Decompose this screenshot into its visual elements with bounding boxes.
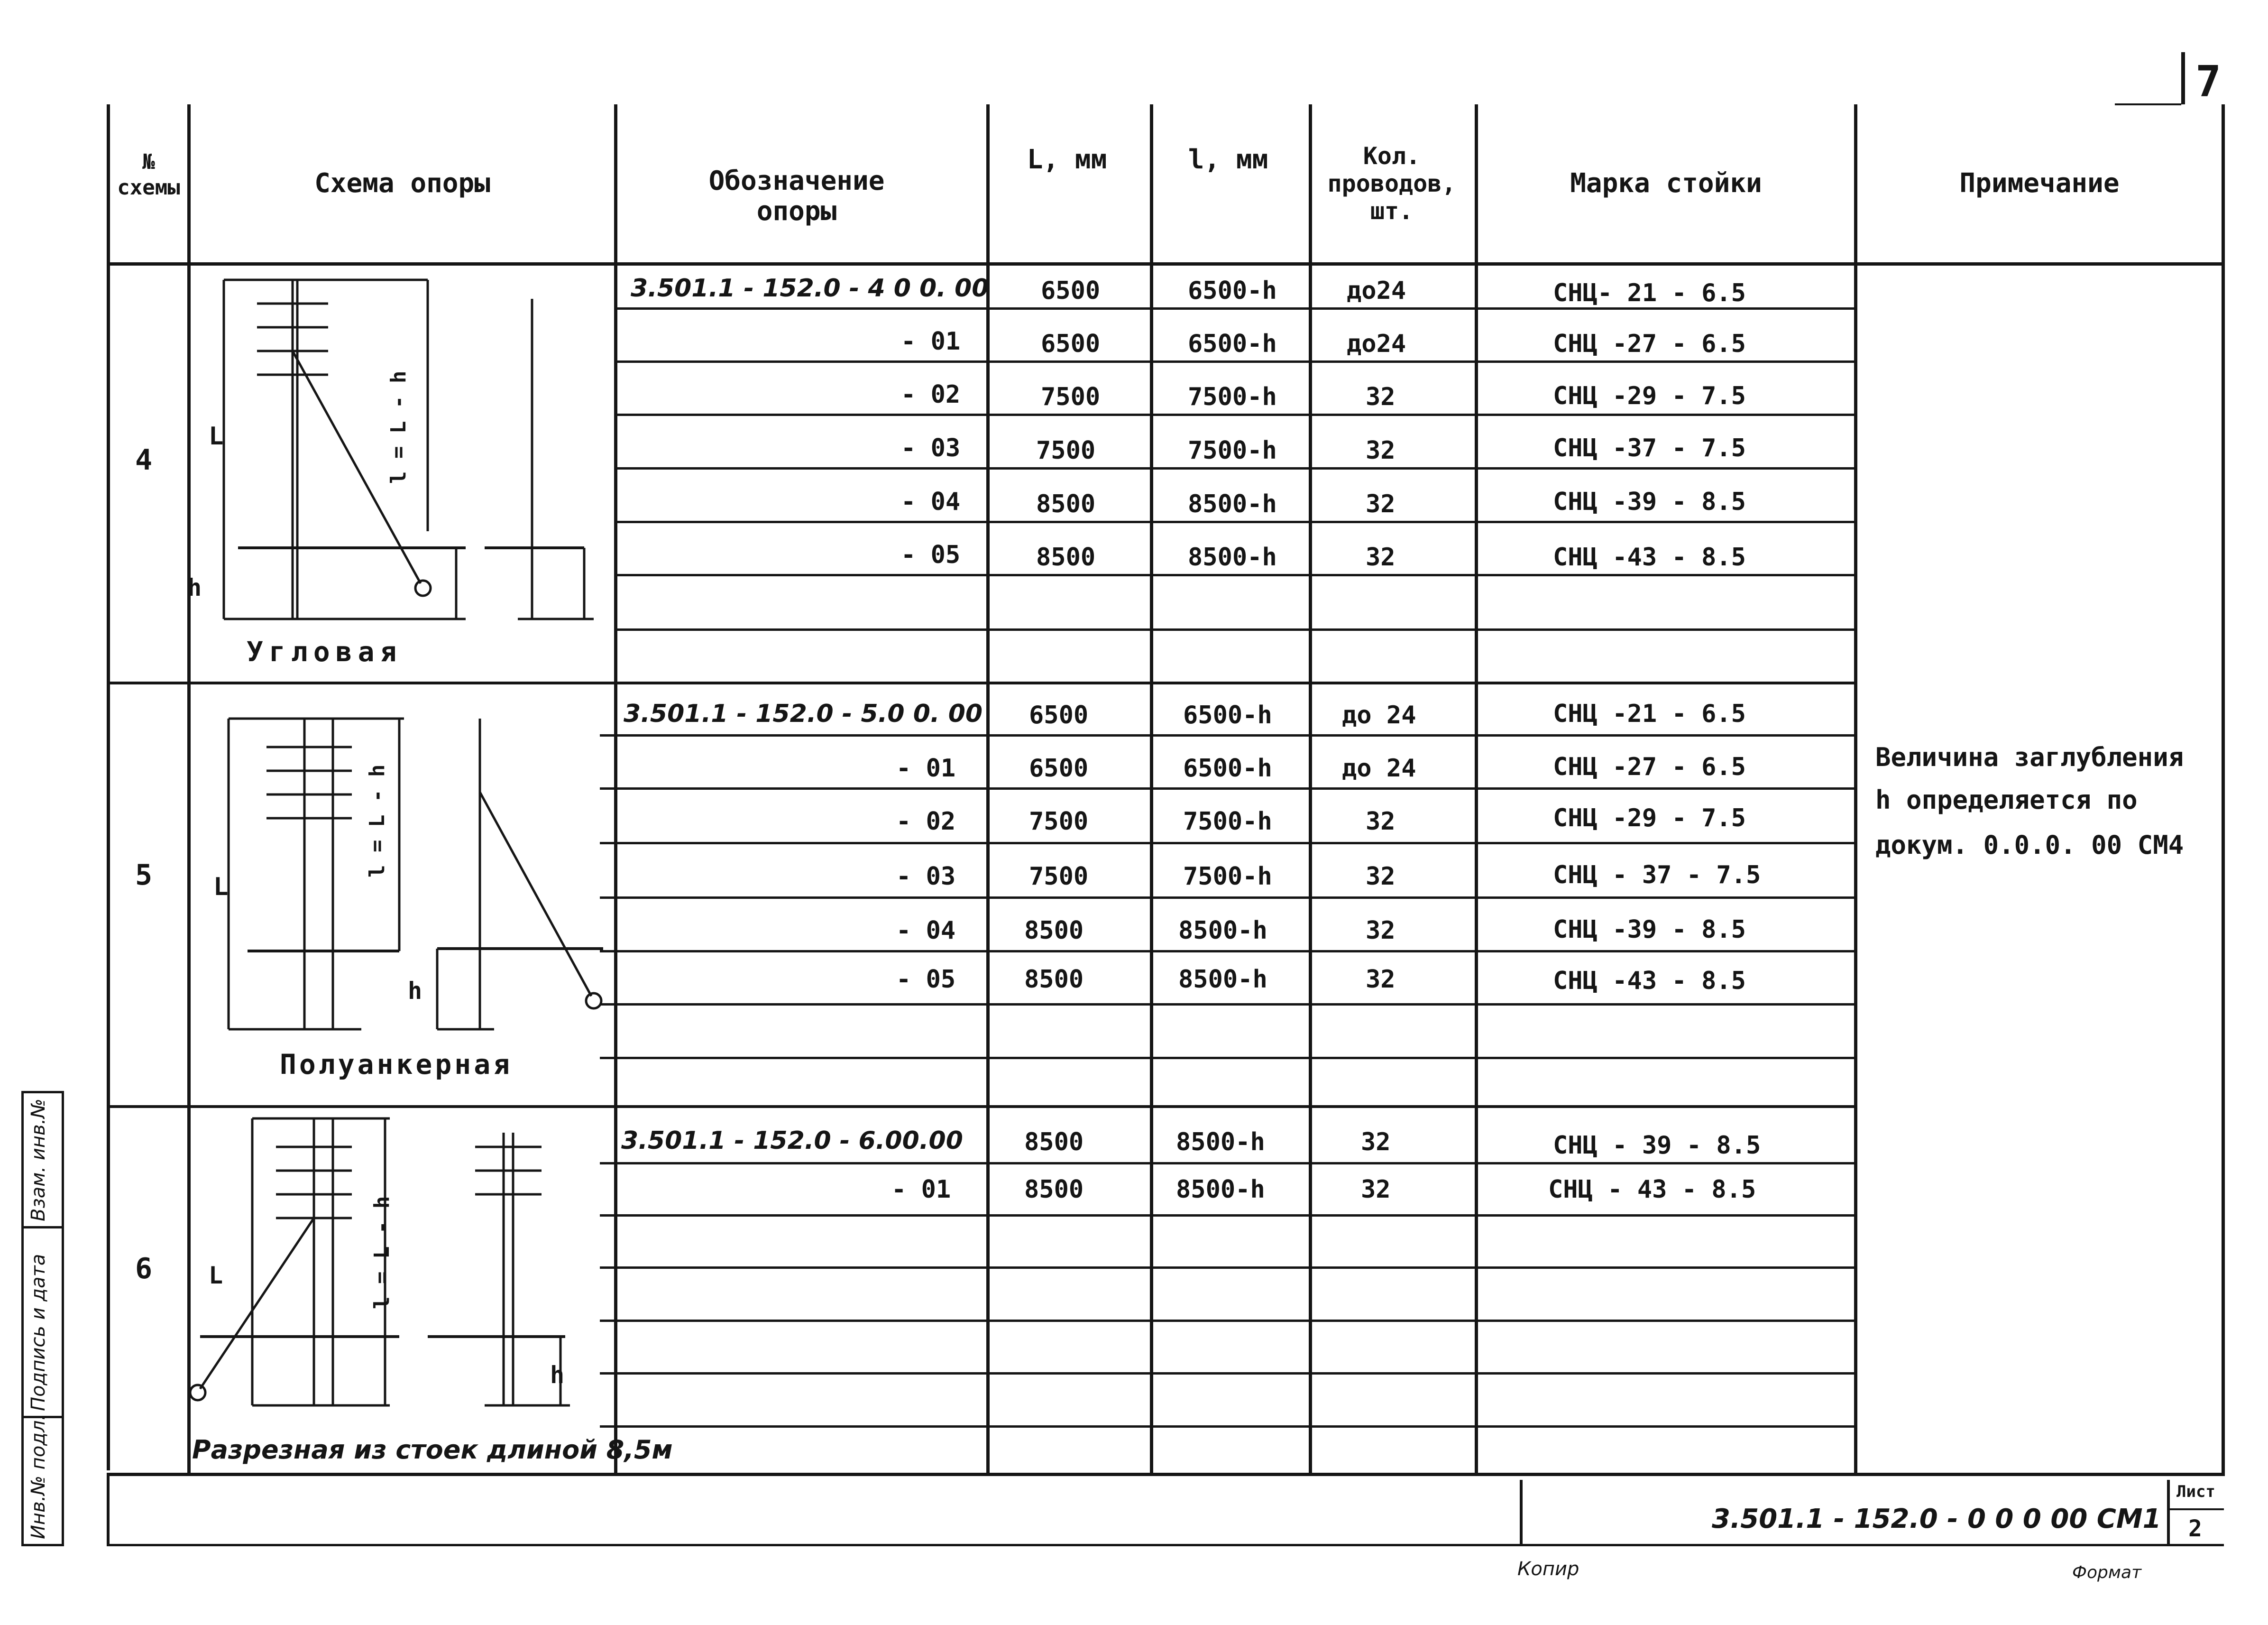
L-value: 8500 (1024, 1128, 1084, 1156)
designation: 3.501.1 - 152.0 - 5.0 0. 00 (624, 700, 983, 728)
header-l: l, мм (1188, 144, 1268, 175)
wires-value: до24 (1347, 277, 1406, 305)
wires-value: 32 (1366, 965, 1396, 994)
header-note: Примечание (1959, 168, 2120, 199)
l-value: 7500-h (1188, 436, 1277, 465)
wires-value: 32 (1361, 1175, 1391, 1204)
group-num-4: 4 (135, 443, 153, 477)
note-line-1: Величина заглубления (1875, 742, 2184, 772)
brand-value: СНЦ - 37 - 7.5 (1553, 861, 1761, 889)
L-value: 6500 (1041, 277, 1101, 305)
sketch-6-L-label: L (209, 1262, 223, 1289)
l-value: 8500-h (1188, 543, 1277, 572)
sketch-caption-half-anchor: Полуанкерная (280, 1048, 513, 1080)
brand-value: СНЦ -29 - 7.5 (1553, 382, 1746, 410)
L-value: 6500 (1041, 330, 1101, 358)
brand-value: СНЦ -43 - 8.5 (1553, 967, 1746, 995)
wires-value: до 24 (1342, 754, 1416, 783)
document-code: 3.501.1 - 152.0 - 0 0 0 00 СМ1 (1712, 1504, 2161, 1534)
l-value: 6500-h (1188, 277, 1277, 305)
sketch-split-support (191, 1109, 608, 1479)
sketch-6-h-label: h (550, 1361, 565, 1389)
sketch-6-formula: l = L - h (370, 1196, 394, 1309)
sketch-5-h-label: h (408, 977, 422, 1005)
L-value: 6500 (1029, 754, 1089, 783)
L-value: 6500 (1029, 701, 1089, 729)
stamp-signature-date: Подпись и дата (28, 1254, 49, 1411)
brand-value: СНЦ -39 - 8.5 (1553, 915, 1746, 944)
designation: - 02 (896, 807, 956, 836)
page-number-box (2115, 52, 2267, 107)
l-value: 8500-h (1188, 490, 1277, 518)
stamp-inventory: Инв.№ подл. (28, 1414, 49, 1539)
stamp-replacement: Взам. инв.№ (28, 1099, 49, 1221)
note-line-3: докум. 0.0.0. 00 СМ4 (1875, 830, 2184, 860)
l-value: 6500-h (1183, 754, 1272, 783)
wires-value: 32 (1366, 807, 1396, 836)
wires-value: 32 (1366, 916, 1396, 945)
l-value: 8500-h (1176, 1175, 1265, 1204)
group-num-5: 5 (135, 859, 153, 892)
header-scheme: Схема опоры (314, 168, 490, 199)
designation: - 01 (901, 327, 961, 356)
wires-value: 32 (1366, 490, 1396, 518)
sketch-half-anchor-support (191, 685, 608, 1065)
brand-value: СНЦ -43 - 8.5 (1553, 543, 1746, 572)
L-value: 8500 (1024, 916, 1084, 945)
wires-value: 32 (1366, 862, 1396, 891)
L-value: 8500 (1024, 1175, 1084, 1204)
L-value: 8500 (1036, 490, 1096, 518)
brand-value: СНЦ -21 - 6.5 (1553, 700, 1746, 728)
designation: 3.501.1 - 152.0 - 6.00.00 (621, 1126, 963, 1155)
l-value: 7500-h (1183, 862, 1272, 891)
brand-value: СНЦ - 43 - 8.5 (1548, 1175, 1756, 1204)
wires-value: 32 (1366, 543, 1396, 572)
brand-value: СНЦ -29 - 7.5 (1553, 804, 1746, 832)
l-value: 6500-h (1183, 701, 1272, 729)
wires-value: 32 (1361, 1128, 1391, 1156)
sketch-caption-angular: Угловая (247, 636, 403, 668)
wires-value: 32 (1366, 383, 1396, 411)
brand-value: СНЦ -27 - 6.5 (1553, 330, 1746, 358)
header-brand: Марка стойки (1570, 168, 1762, 199)
brand-value: СНЦ- 21 - 6.5 (1553, 279, 1746, 307)
L-value: 7500 (1041, 383, 1101, 411)
page-number: 7 (2195, 57, 2222, 107)
l-value: 8500-h (1178, 965, 1267, 994)
header-num: № схемы (117, 150, 180, 200)
brand-value: СНЦ -39 - 8.5 (1553, 488, 1746, 516)
designation: - 04 (896, 916, 956, 945)
L-value: 7500 (1029, 807, 1089, 836)
designation: - 03 (896, 862, 956, 891)
wires-value: 32 (1366, 436, 1396, 465)
L-value: 8500 (1024, 965, 1084, 994)
header-wires: Кол. проводов, шт. (1327, 142, 1456, 225)
l-value: 6500-h (1188, 330, 1277, 358)
l-value: 8500-h (1178, 916, 1267, 945)
sketch-5-L-label: L (213, 873, 229, 901)
footer-format: Формат (2072, 1563, 2142, 1582)
brand-value: СНЦ -37 - 7.5 (1553, 434, 1746, 462)
sketch-4-L-label: L (209, 422, 224, 451)
header-L: L, мм (1027, 144, 1107, 175)
sketch-5-formula: l = L - h (365, 764, 389, 877)
L-value: 8500 (1036, 543, 1096, 572)
sketch-4-formula: l = L - h (386, 370, 411, 484)
brand-value: СНЦ -27 - 6.5 (1553, 753, 1746, 781)
footer-copied: Копир (1517, 1558, 1579, 1580)
designation: - 05 (901, 541, 961, 569)
sheet-number: 2 (2188, 1515, 2202, 1542)
designation: - 01 (891, 1175, 951, 1204)
designation: - 01 (896, 754, 956, 783)
L-value: 7500 (1036, 436, 1096, 465)
l-value: 7500-h (1183, 807, 1272, 836)
header-designation: Обозначение опоры (708, 166, 885, 227)
designation: - 05 (896, 965, 956, 994)
wires-value: до 24 (1342, 701, 1416, 729)
sheet-label: Лист (2176, 1482, 2215, 1501)
designation: - 03 (901, 434, 961, 462)
group-num-6: 6 (135, 1252, 153, 1285)
sketch-4-h-label: h (187, 574, 202, 601)
l-value: 7500-h (1188, 383, 1277, 411)
designation: - 04 (901, 488, 961, 516)
l-value: 8500-h (1176, 1128, 1265, 1156)
designation: - 02 (901, 380, 961, 409)
L-value: 7500 (1029, 862, 1089, 891)
note-line-2: h определяется по (1875, 785, 2138, 815)
sketch-caption-split: Разрезная из стоек длиной 8,5м (192, 1435, 673, 1465)
wires-value: до24 (1347, 330, 1406, 358)
designation: 3.501.1 - 152.0 - 4 0 0. 00 (631, 274, 989, 303)
brand-value: СНЦ - 39 - 8.5 (1553, 1131, 1761, 1160)
